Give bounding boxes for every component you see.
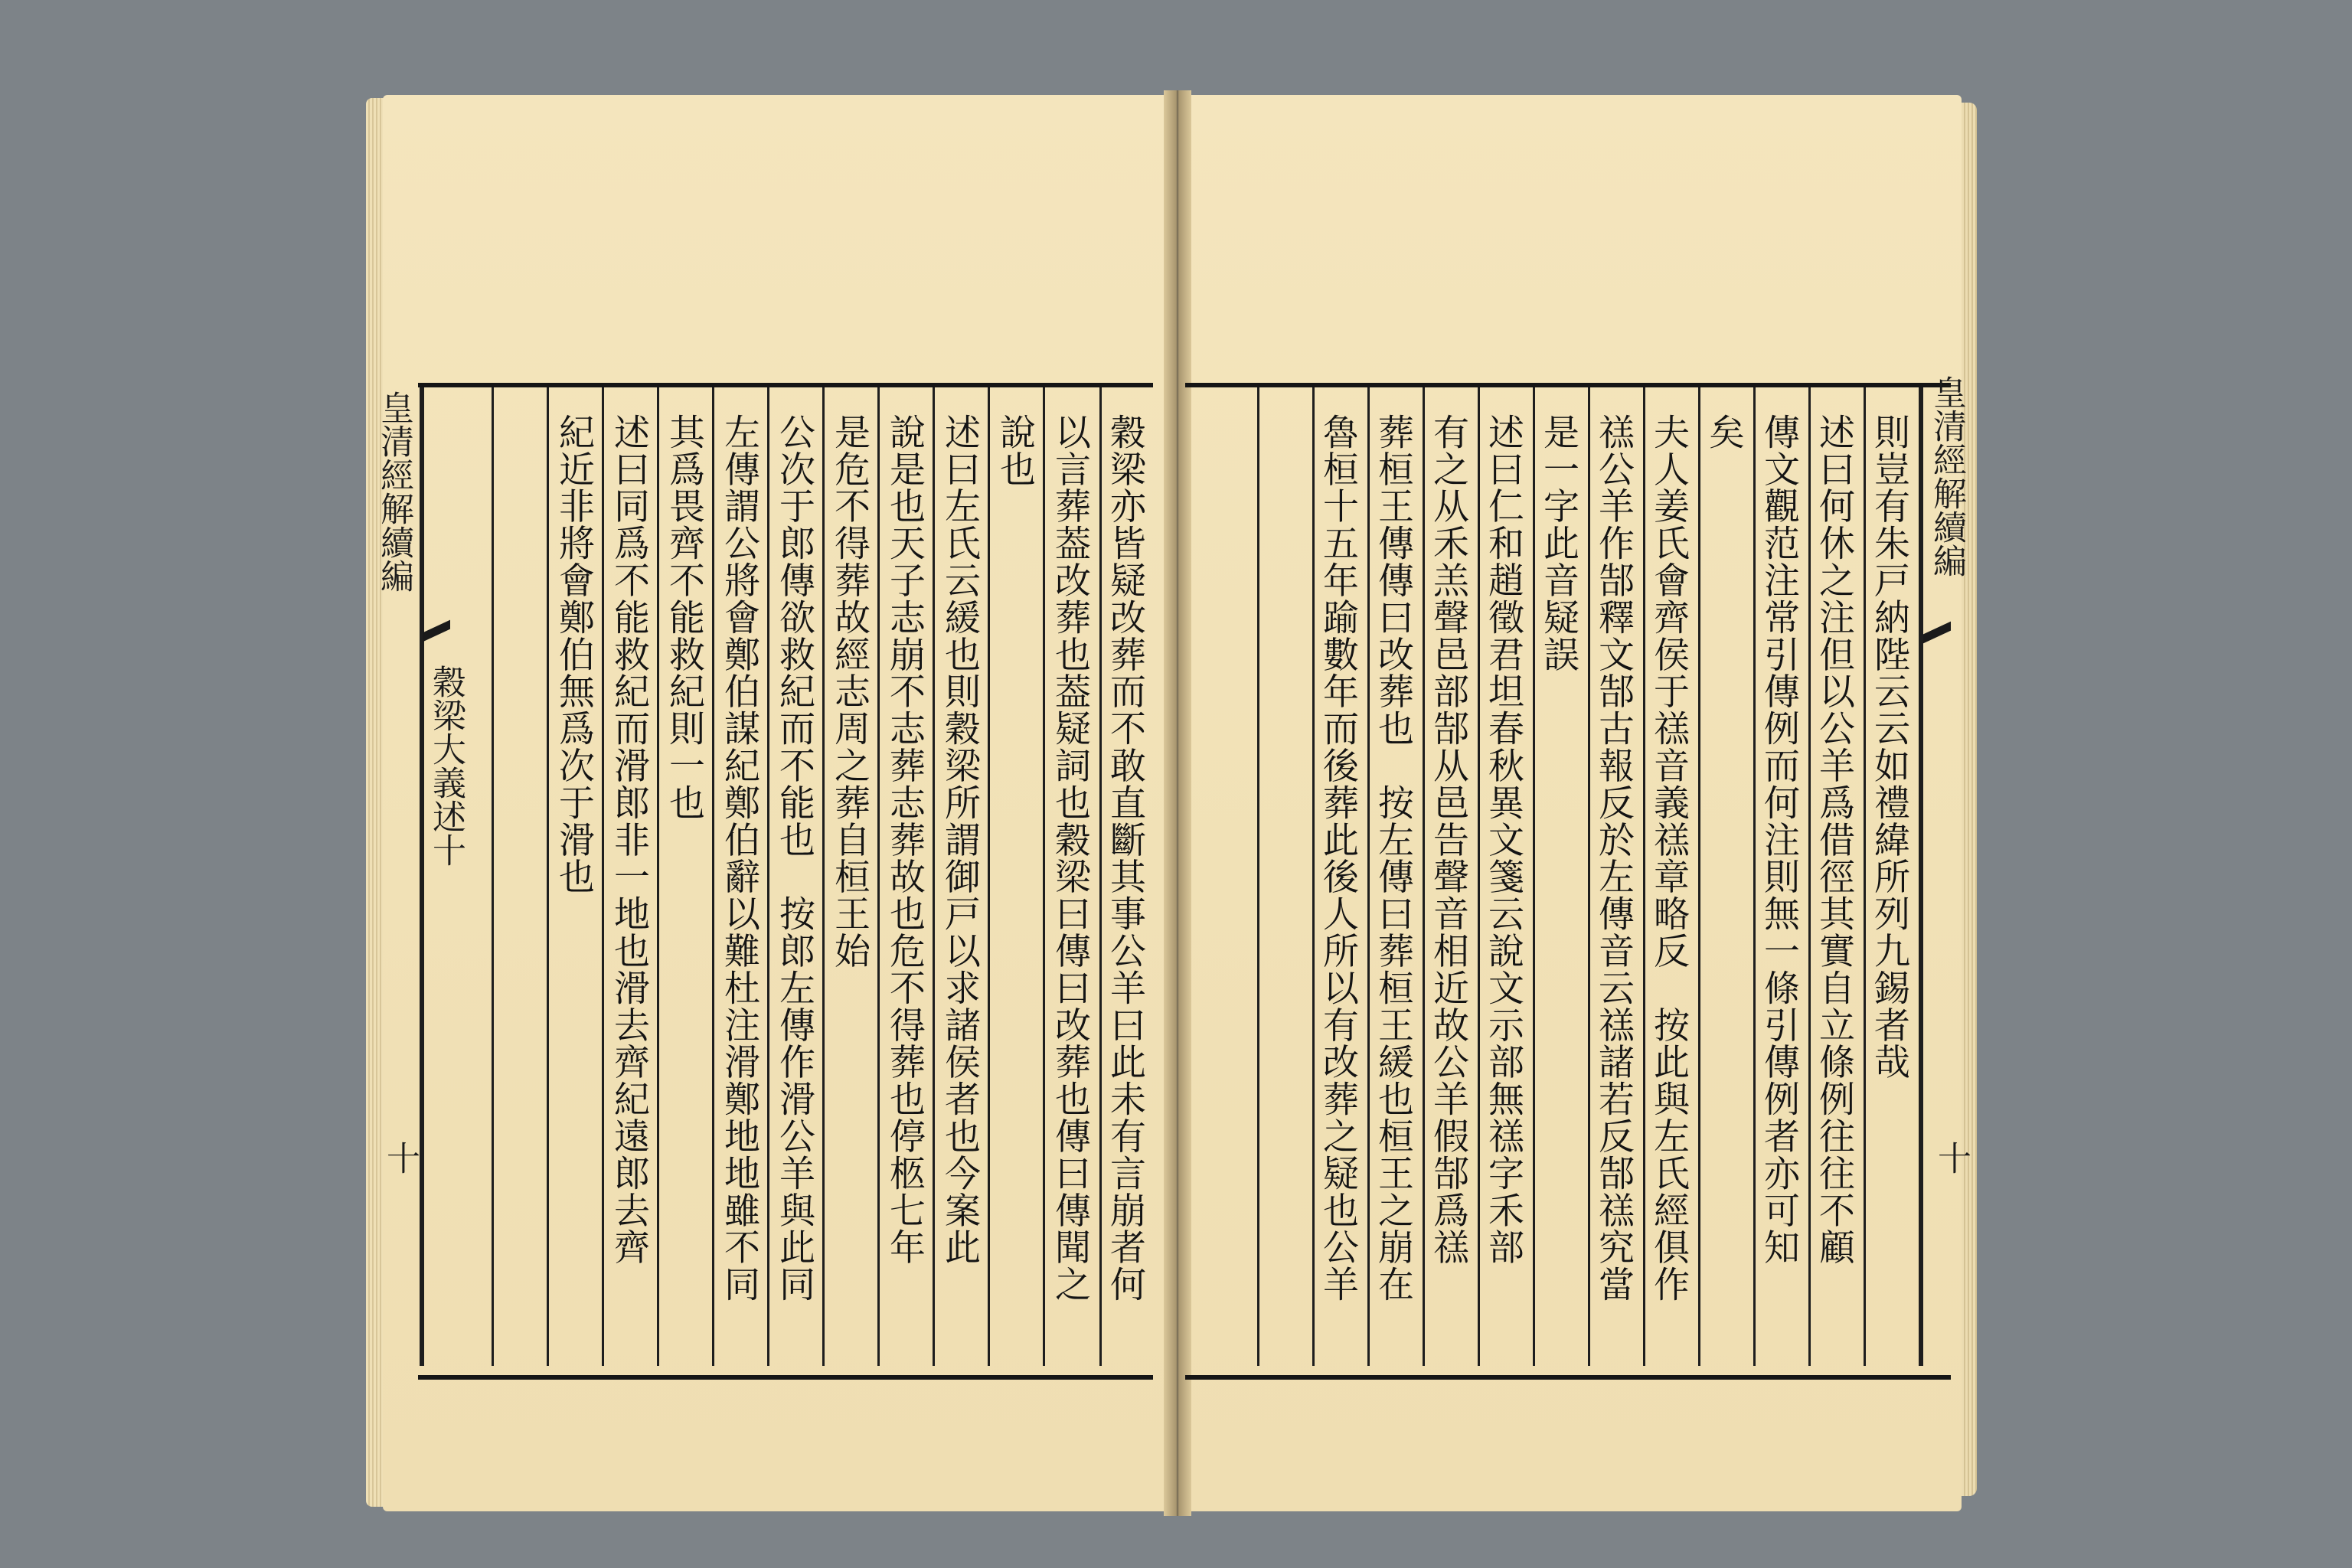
text-column: 則豈有朱戸納陛云云如禮緯所列九錫者哉 xyxy=(1868,413,1910,1081)
column-rule xyxy=(822,387,825,1366)
text-column: 禚公羊作郜釋文郜古報反於左傳音云禚諸若反郜禚究當 xyxy=(1592,413,1635,1303)
text-column: 說是也天子志崩不志葬志葬故也危不得葬也停柩七年 xyxy=(884,413,926,1266)
text-column: 以言葬葢改葬也葢疑詞也穀梁曰傳曰改葬也傳曰傳聞之 xyxy=(1049,413,1091,1303)
column-rule xyxy=(547,387,549,1366)
text-column: 是危不得葬故經志周之葬自桓王始 xyxy=(828,413,871,969)
column-rule xyxy=(1367,387,1370,1366)
text-column: 其爲畏齊不能救紀則一也 xyxy=(663,413,705,822)
column-rule xyxy=(1698,387,1700,1366)
left-margin-page: 十 xyxy=(381,1141,420,1174)
column-rule xyxy=(1423,387,1425,1366)
column-rule xyxy=(1588,387,1590,1366)
column-rule xyxy=(1533,387,1535,1366)
text-column: 傳文觀范注常引傳例而何注則無一條引傳例者亦可知 xyxy=(1758,413,1800,1266)
text-column: 矣 xyxy=(1703,413,1745,451)
text-column: 穀梁亦皆疑改葬而不敢直斷其事公羊曰此未有言崩者何 xyxy=(1104,413,1146,1303)
right-margin-series: 皇清經解續編 xyxy=(1927,375,1966,577)
column-rule xyxy=(1099,387,1102,1366)
text-column: 公次于郎傳欲救紀而不能也 按郎左傳作滑公羊與此同 xyxy=(773,413,815,1303)
left-banxin-rule xyxy=(420,387,424,1366)
column-rule xyxy=(1257,387,1259,1366)
column-rule xyxy=(767,387,769,1366)
text-column: 述曰同爲不能救紀而滑郎非一地也滑去齊紀遠郎去齊 xyxy=(608,413,650,1266)
column-rule xyxy=(657,387,659,1366)
column-rule xyxy=(1312,387,1315,1366)
column-rule xyxy=(492,387,494,1366)
column-rule xyxy=(933,387,935,1366)
column-rule xyxy=(712,387,714,1366)
text-column: 述曰左氏云緩也則穀梁所謂御戸以求諸侯者也今案此 xyxy=(939,413,981,1266)
column-rule xyxy=(1864,387,1866,1366)
text-column: 葬桓王傳傳曰改葬也 按左傳曰葬桓王緩也桓王之崩在 xyxy=(1372,413,1414,1303)
column-rule xyxy=(1643,387,1645,1366)
column-rule xyxy=(1808,387,1811,1366)
text-column: 述曰何休之注但以公羊爲借徑其實自立條例往往不顧 xyxy=(1813,413,1855,1266)
column-rule xyxy=(1478,387,1480,1366)
column-rule xyxy=(1043,387,1045,1366)
text-column: 夫人姜氏會齊侯于禚音義禚章略反 按此與左氏經俱作 xyxy=(1648,413,1690,1303)
column-rule xyxy=(988,387,990,1366)
text-column: 述曰仁和趙徵君坦春秋異文箋云說文示部無禚字禾部 xyxy=(1482,413,1524,1266)
text-column: 紀近非將會鄭伯無爲次于滑也 xyxy=(553,413,595,896)
column-rule xyxy=(602,387,604,1366)
text-column: 說也 xyxy=(994,413,1036,488)
left-margin-series: 皇清經解續編 xyxy=(374,390,413,593)
text-column: 有之从禾羔聲邑部郜从邑告聲音相近故公羊假郜爲禚 xyxy=(1427,413,1469,1266)
column-rule xyxy=(1753,387,1756,1366)
left-margin-title: 穀梁大義述十 xyxy=(426,665,466,867)
text-column: 左傳謂公將會鄭伯謀紀鄭伯辭以難杜注滑鄭地地雖不同 xyxy=(718,413,760,1303)
text-column: 魯桓十五年踰數年而後葬此後人所以有改葬之疑也公羊 xyxy=(1317,413,1359,1303)
column-rule xyxy=(877,387,880,1366)
text-column: 是一字此音疑誤 xyxy=(1537,413,1579,673)
right-margin-page: 十 xyxy=(1932,1141,1971,1174)
